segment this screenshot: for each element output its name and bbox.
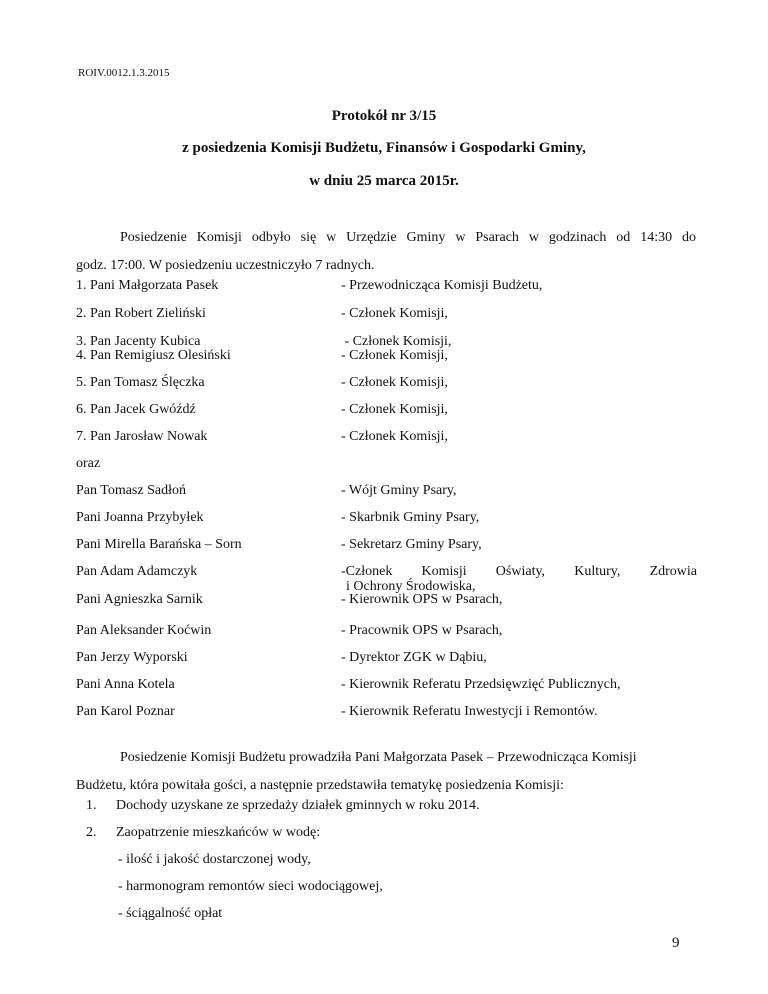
guest-name: Pani Mirella Barańska – Sorn — [76, 537, 242, 552]
agenda-subitem: - ilość i jakość dostarczonej wody, — [118, 852, 311, 867]
guest-name: Pani Joanna Przybyłek — [76, 510, 204, 525]
member-name: 2. Pan Robert Zieliński — [76, 306, 206, 321]
guest-name: Pan Aleksander Koćwin — [76, 623, 212, 638]
agenda-number: 1. — [86, 798, 97, 813]
member-name: 6. Pan Jacek Gwóźdź — [76, 402, 196, 417]
member-role: - Członek Komisji, — [341, 348, 448, 363]
guest-name: Pani Agnieszka Sarnik — [76, 592, 203, 607]
guest-role: - Kierownik Referatu Przedsięwzięć Publicznych, — [341, 677, 621, 692]
oraz-label: oraz — [76, 456, 101, 471]
guest-name: Pan Adam Adamczyk — [76, 564, 198, 579]
agenda-subitem: - harmonogram remontów sieci wodociągowej, — [118, 879, 383, 894]
protocol-subtitle: z posiedzenia Komisji Budżetu, Finansów i Gospodarki Gminy, — [182, 140, 586, 156]
member-role: - Przewodnicząca Komisji Budżetu, — [341, 278, 543, 293]
guest-role: - Kierownik OPS w Psarach, — [341, 592, 503, 607]
guest-role: - Kierownik Referatu Inwestycji i Remontów. — [341, 704, 598, 719]
agenda-text: Dochody uzyskane ze sprzedaży działek gminnych w roku 2014. — [116, 798, 480, 813]
meeting-paragraph — [76, 744, 696, 800]
role-word: Komisji — [421, 564, 467, 579]
role-word: Zdrowia — [649, 564, 697, 579]
member-role: - Członek Komisji, — [341, 375, 448, 390]
member-name: 1. Pani Małgorzata Pasek — [76, 278, 219, 293]
protocol-date: w dniu 25 marca 2015r. — [309, 173, 459, 189]
intro-line-2: godz. 17:00. W posiedzeniu uczestniczyło 7 radnych. — [76, 258, 375, 273]
role-word: Oświaty, — [495, 564, 546, 579]
meeting-line-1: Posiedzenie Komisji Budżetu prowadziła Pani Małgorzata Pasek – Przewodnicząca Komisji — [120, 750, 637, 765]
agenda-item — [86, 825, 320, 841]
meeting-line-2: Budżetu, która powitała gości, a następnie przedstawiła tematykę posiedzenia Komisji: — [76, 778, 564, 793]
guest-role: - Skarbnik Gminy Psary, — [341, 510, 480, 525]
member-name: 4. Pan Remigiusz Olesiński — [76, 348, 231, 363]
member-name: 5. Pan Tomasz Ślęczka — [76, 375, 205, 390]
guest-role-line-2: i Ochrony Środowiska, — [346, 579, 476, 594]
guest-role: - Wójt Gminy Psary, — [341, 483, 457, 498]
document-reference: ROIV.0012.1.3.2015 — [78, 67, 170, 79]
guest-role — [341, 564, 697, 594]
guest-role-line-1 — [341, 564, 697, 579]
guest-role: - Sekretarz Gminy Psary, — [341, 537, 482, 552]
guest-name: Pani Anna Kotela — [76, 677, 175, 692]
agenda-item — [86, 798, 480, 814]
guest-name: Pan Jerzy Wyporski — [76, 650, 188, 665]
guest-role: - Pracownik OPS w Psarach, — [341, 623, 503, 638]
agenda-number: 2. — [86, 825, 97, 840]
agenda-subitem: - ściągalność opłat — [118, 906, 223, 921]
guest-name: Pan Karol Poznar — [76, 704, 175, 719]
intro-line-1: Posiedzenie Komisji odbyło się w Urzędzie Gminy w Psarach w godzinach od 14:30 do — [120, 230, 696, 245]
member-role: - Członek Komisji, — [341, 429, 448, 444]
page-number: 9 — [672, 935, 680, 951]
role-word: -Członek — [341, 564, 393, 579]
member-name: 3. Pan Jacenty Kubica — [76, 334, 201, 349]
agenda-text: Zaopatrzenie mieszkańców w wodę: — [116, 825, 321, 840]
member-role: - Członek Komisji, — [341, 334, 452, 349]
member-name: 7. Pan Jarosław Nowak — [76, 429, 208, 444]
guest-role: - Dyrektor ZGK w Dąbiu, — [341, 650, 487, 665]
protocol-title: Protokół nr 3/15 — [331, 108, 437, 124]
intro-paragraph — [76, 224, 696, 280]
member-role: - Członek Komisji, — [341, 306, 448, 321]
guest-name: Pan Tomasz Sadłoń — [76, 483, 186, 498]
member-role: - Członek Komisji, — [341, 402, 448, 417]
role-word: Kultury, — [574, 564, 621, 579]
